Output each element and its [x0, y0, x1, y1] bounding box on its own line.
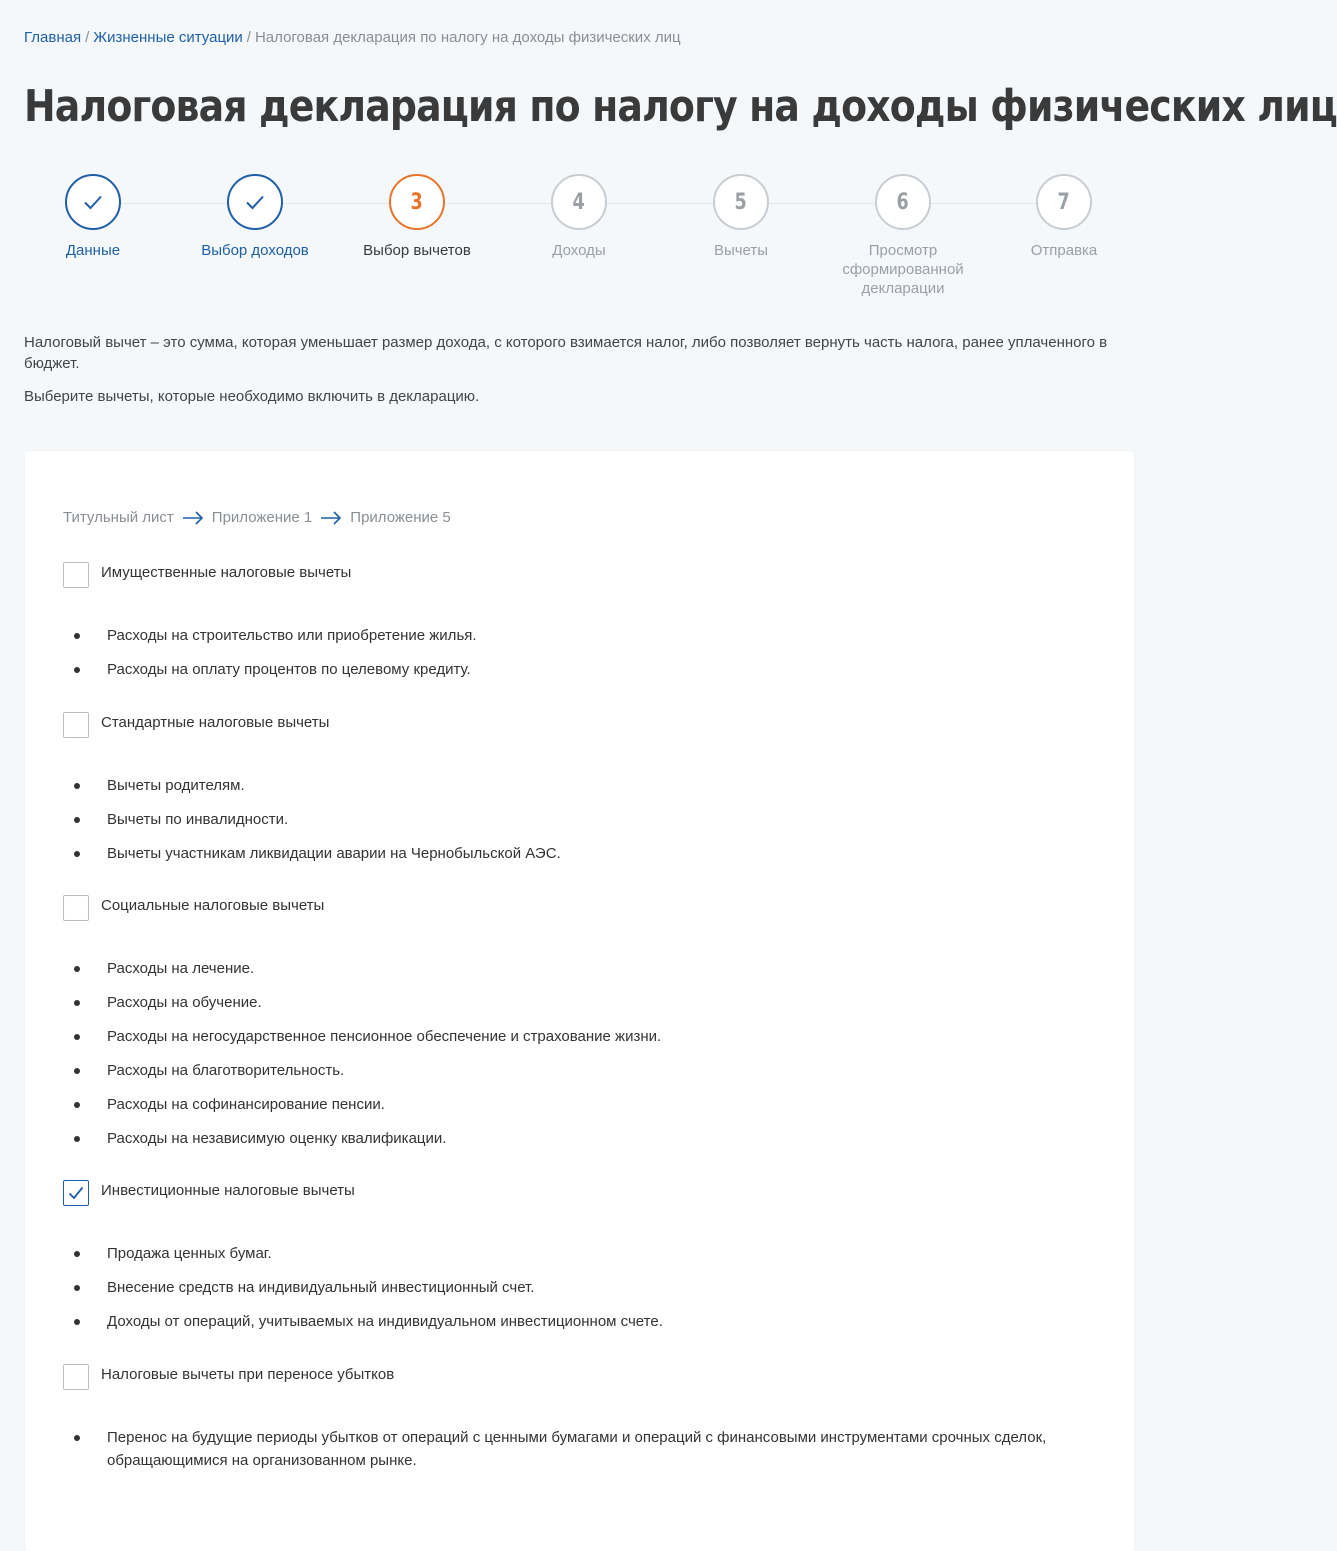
- standard-deductions-checkbox-row[interactable]: [63, 712, 1093, 738]
- list-item: Расходы на независимую оценку квалификации.: [63, 1127, 1093, 1150]
- step-2[interactable]: [165, 174, 345, 260]
- step-7: [974, 174, 1154, 260]
- step-label: Выбор вычетов: [363, 242, 471, 259]
- deduction-list: [63, 1426, 1093, 1472]
- checkmark-icon: [65, 174, 121, 230]
- investment-deductions-checkbox[interactable]: [63, 1180, 89, 1206]
- step-number: 3: [389, 174, 445, 230]
- social-deductions-checkbox-row[interactable]: [63, 895, 1093, 921]
- stepper: [0, 174, 1160, 304]
- checkbox-label: Имущественные налоговые вычеты: [101, 564, 352, 581]
- checkbox-label: Налоговые вычеты при переносе убытков: [101, 1366, 395, 1383]
- step-5: [651, 174, 831, 260]
- deduction-list: [63, 624, 1093, 681]
- step-number: 7: [1036, 174, 1092, 230]
- step-6: [813, 174, 993, 298]
- social-deductions-checkbox[interactable]: [63, 895, 89, 921]
- deductions-card: [25, 451, 1134, 1551]
- deduction-list: [63, 1242, 1093, 1333]
- list-item: Внесение средств на индивидуальный инвестиционный счет.: [63, 1276, 1093, 1299]
- step-4: [489, 174, 669, 260]
- property-deductions-checkbox-row[interactable]: [63, 562, 1093, 588]
- step-3[interactable]: [327, 174, 507, 260]
- deduction-list: [63, 774, 1093, 865]
- checkbox-label: Инвестиционные налоговые вычеты: [101, 1182, 355, 1199]
- breadcrumb: [24, 29, 681, 47]
- arrow-right-icon: [182, 511, 204, 525]
- step-label: Данные: [65, 242, 121, 259]
- list-item: Расходы на софинансирование пенсии.: [63, 1093, 1093, 1116]
- step-number: 6: [875, 174, 931, 230]
- breadcrumb-section-link[interactable]: Жизненные ситуации: [93, 29, 243, 46]
- standard-deductions-checkbox[interactable]: [63, 712, 89, 738]
- deduction-group-loss-carryforward: [63, 1364, 1093, 1483]
- list-item: Вычеты родителям.: [63, 774, 1093, 797]
- list-item: Расходы на обучение.: [63, 991, 1093, 1014]
- intro-paragraph: Налоговый вычет – это сумма, которая уменьшает размер дохода, с которого взимается налог, либо позволяет вернуть часть налога, ранее уплаченного в бюджет.: [24, 334, 1108, 372]
- intro-instruction: Выберите вычеты, которые необходимо включить в декларацию.: [24, 388, 480, 405]
- intro-text: [24, 332, 1134, 419]
- checkmark-icon: [227, 174, 283, 230]
- list-item: Вычеты участникам ликвидации аварии на Чернобыльской АЭС.: [63, 842, 1093, 865]
- property-deductions-checkbox[interactable]: [63, 562, 89, 588]
- breadcrumb-separator: /: [246, 29, 251, 46]
- list-item: Расходы на оплату процентов по целевому кредиту.: [63, 658, 1093, 681]
- deduction-group-property: [63, 562, 1093, 692]
- step-number: 5: [713, 174, 769, 230]
- list-item: Вычеты по инвалидности.: [63, 808, 1093, 831]
- breadcrumb-separator: /: [85, 29, 90, 46]
- deduction-group-standard: [63, 712, 1093, 876]
- step-label: Отправка: [1030, 242, 1098, 259]
- list-item: Расходы на благотворительность.: [63, 1059, 1093, 1082]
- list-item: Доходы от операций, учитываемых на индивидуальном инвестиционном счете.: [63, 1310, 1093, 1333]
- step-1[interactable]: [3, 174, 183, 260]
- deduction-group-social: [63, 895, 1093, 1161]
- deduction-group-investment: [63, 1180, 1093, 1344]
- step-label: Доходы: [552, 242, 606, 259]
- checkbox-label: Стандартные налоговые вычеты: [101, 714, 330, 731]
- loss-carryforward-checkbox-row[interactable]: [63, 1364, 1093, 1390]
- deduction-list: [63, 957, 1093, 1150]
- breadcrumb-home-link[interactable]: Главная: [24, 29, 82, 46]
- list-item: Расходы на строительство или приобретение жилья.: [63, 624, 1093, 647]
- investment-deductions-checkbox-row[interactable]: [63, 1180, 1093, 1206]
- checkbox-label: Социальные налоговые вычеты: [101, 897, 325, 914]
- step-label: Просмотр сформированной декларации: [842, 242, 964, 297]
- loss-carryforward-checkbox[interactable]: [63, 1364, 89, 1390]
- page-title: Налоговая декларация по налогу на доходы физических лиц: [24, 81, 1337, 132]
- step-label: Вычеты: [713, 242, 769, 259]
- list-item: Продажа ценных бумаг.: [63, 1242, 1093, 1265]
- step-number: 4: [551, 174, 607, 230]
- breadcrumb-current: Налоговая декларация по налогу на доходы физических лиц: [254, 29, 681, 46]
- doc-path-item: Приложение 1: [211, 509, 313, 526]
- list-item: Расходы на негосударственное пенсионное обеспечение и страхование жизни.: [63, 1025, 1093, 1048]
- list-item: Расходы на лечение.: [63, 957, 1093, 980]
- list-item: Перенос на будущие периоды убытков от операций с ценными бумагами и операций с финансовыми инструментами срочных сделок, обращающимися на организованном рынке.: [63, 1426, 1093, 1472]
- doc-path-item: Приложение 5: [350, 509, 451, 526]
- arrow-right-icon: [320, 511, 342, 525]
- doc-path-item: Титульный лист: [63, 509, 174, 526]
- document-path: [63, 508, 451, 528]
- checkmark-icon: [67, 1184, 85, 1202]
- step-label: Выбор доходов: [201, 242, 309, 259]
